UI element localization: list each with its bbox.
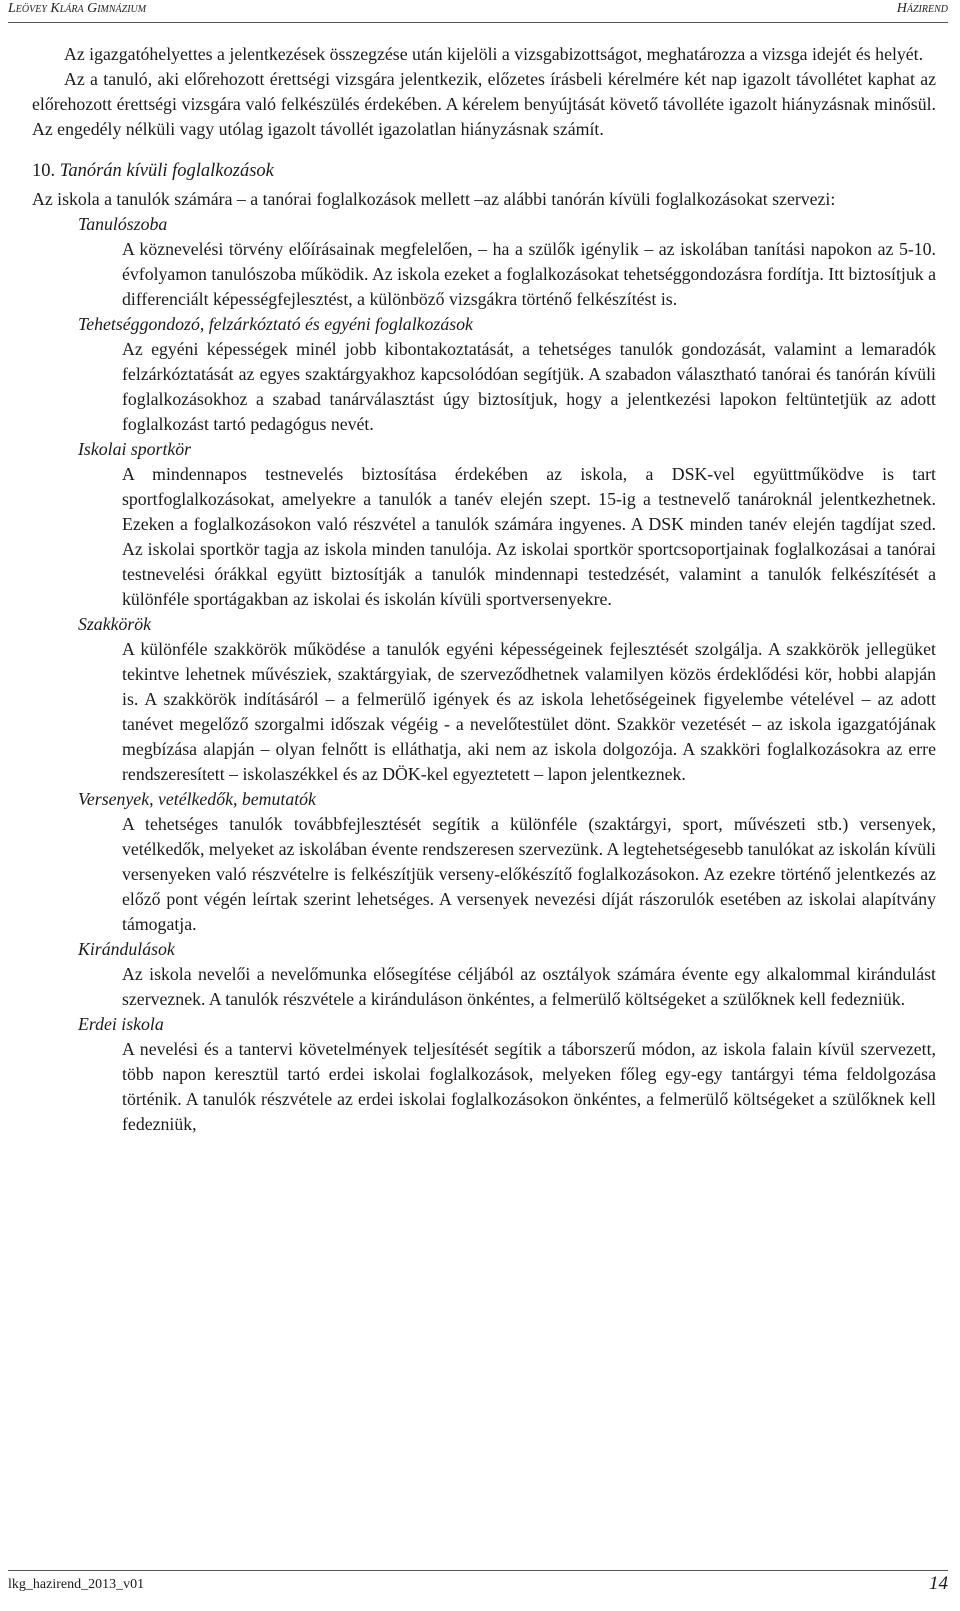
subsection-title-szakkorok: Szakkörök	[78, 614, 152, 634]
header-document-title: Házirend	[896, 1, 948, 16]
page-header	[8, 0, 948, 23]
subsection-text-szakkorok: A különféle szakkörök működése a tanulók egyéni képességeinek fejlesztését szolgálja. A szakkörök jellegüket tekintve lehetnek művésziek, szaktárgyiak, de szerveződhetnek valamilyen közös érdeklődési kör, hobbi alapján is. A szakkörök indításáról – a felmerülő igények és az iskola lehetőségeinek figyelembe vételével – az adott tanévet megelőző szorgalmi időszak végéig - a nevelőtestület dönt. Szakkör vezetését – az iskola igazgatójának megbízása alapján – olyan felnőtt is elláthatja, aki nem az iskola dolgozója. A szakköri foglalkozásokra az erre rendszeresített – iskolaszékkel és az DÖK-kel egyeztetett – lapon jelentkeznek.	[122, 639, 936, 784]
intro-paragraph-2: Az a tanuló, aki előrehozott érettségi vizsgára jelentkezik, előzetes írásbeli kérelmére két nap igazolt távollétet kaphat az előrehozott érettségi vizsgára való felkészülés érdekében. A kérelem benyújtását követő távolléte igazolt hiányzásnak minősül. Az engedély nélküli vagy utólag igazolt távollét igazolatlan hiányzásnak számít.	[32, 69, 936, 139]
subsection-text-tehetseggondozo: Az egyéni képességek minél jobb kibontakoztatását, a tehetséges tanulók gondozását, valamint a lemaradók felzárkóztatását az egyes szaktárgyakhoz kapcsolódóan segítjük. A szabadon választható tanórai és tanórán kívüli foglalkozásokhoz a szabad tanárválasztást úgy biztosítjuk, hogy a jelentkezési lapokon feltüntetjük az adott foglalkozást tartó pedagógus nevét.	[122, 339, 936, 434]
page-footer	[8, 1570, 948, 1597]
subsection-text-versenyek: A tehetséges tanulók továbbfejlesztését segítik a különféle (szaktárgyi, sport, művészeti stb.) versenyek, vetélkedők, melyeket az iskolában évente rendszeresen szervezünk. A legtehetségesebb tanulókat az iskolán kívüli versenyeken való részvételre is felkészítjük verseny-előkészítő foglalkozásokon. Az ezekre történő jelentkezés az előző pont végén leírtak szerint lehetséges. A versenyek nevezési díját rászorulók esetében az iskolai alapítvány támogatja.	[122, 814, 936, 934]
subsection-text-erdei-iskola: A nevelési és a tantervi követelmények teljesítését segítik a táborszerű módon, az iskola falain kívül szervezett, több napon keresztül tartó erdei iskolai foglalkozások, melyeken főleg egy-egy tantárgyi téma feldolgozása történik. A tanulók részvétele az erdei iskolai foglalkozásokon önkéntes, a felmerülő költségeket a szülőknek kell fedezniük,	[122, 1039, 936, 1134]
subsection-title-versenyek: Versenyek, vetélkedők, bemutatók	[78, 789, 316, 809]
page-content	[32, 42, 936, 1137]
subsection-title-tehetseggondozo: Tehetséggondozó, felzárkóztató és egyéni foglalkozások	[78, 314, 473, 334]
subsection-text-kirandulasok: Az iskola nevelői a nevelőmunka elősegítése céljából az osztályok számára évente egy alkalommal kirándulást szerveznek. A tanulók részvétele a kiránduláson önkéntes, a felmerülő költségeket a szülőknek kell fedezniük.	[122, 964, 936, 1009]
subsection-title-tanuloszoba: Tanulószoba	[78, 214, 168, 234]
footer-document-id: lkg_hazirend_2013_v01	[8, 1577, 145, 1592]
section-number: 10.	[32, 161, 56, 181]
section-heading	[32, 158, 936, 184]
section-title: Tanórán kívüli foglalkozások	[59, 161, 274, 181]
section-intro: Az iskola a tanulók számára – a tanórai foglalkozások mellett –az alábbi tanórán kívüli foglalkozásokat szervezi:	[32, 189, 836, 209]
intro-paragraph-1: Az igazgatóhelyettes a jelentkezések összegzése után kijelöli a vizsgabizottságot, meghatározza a vizsga idejét és helyét.	[64, 44, 924, 64]
subsection-text-tanuloszoba: A köznevelési törvény előírásainak megfelelően, – ha a szülők igénylik – az iskolában tanítási napokon az 5-10. évfolyamon tanulószoba működik. Az iskola ezeket a foglalkozásokat tehetséggondozásra fordítja. Itt biztosítjuk a differenciált képességfejlesztést, a különböző vizsgákra történő felkészítést is.	[122, 239, 936, 309]
subsection-title-kirandulasok: Kirándulások	[78, 939, 175, 959]
header-school-name: Leövey Klára Gimnázium	[8, 1, 147, 16]
footer-page-number: 14	[929, 1573, 948, 1594]
subsection-title-erdei-iskola: Erdei iskola	[78, 1014, 164, 1034]
subsection-text-sportkor: A mindennapos testnevelés biztosítása érdekében az iskola, a DSK-vel együttműködve is tart sportfoglalkozásokat, amelyekre a tanulók a tanév elején szept. 15-ig a testnevelő tanároknál jelentkezhetnek. Ezeken a foglalkozásokon való részvétel a tanulók számára ingyenes. A DSK minden tanév elején tagdíjat szed. Az iskolai sportkör tagja az iskola minden tanulója. Az iskolai sportkör sportcsoportjainak foglalkozásai a tanórai testnevelési órákkal együtt biztosítják a tanulók mindennapi testedzését, valamint a tanulók felkészítését a különféle sportágakban az iskolai és iskolán kívüli sportversenyekre.	[122, 464, 936, 609]
subsection-title-sportkor: Iskolai sportkör	[78, 439, 192, 459]
